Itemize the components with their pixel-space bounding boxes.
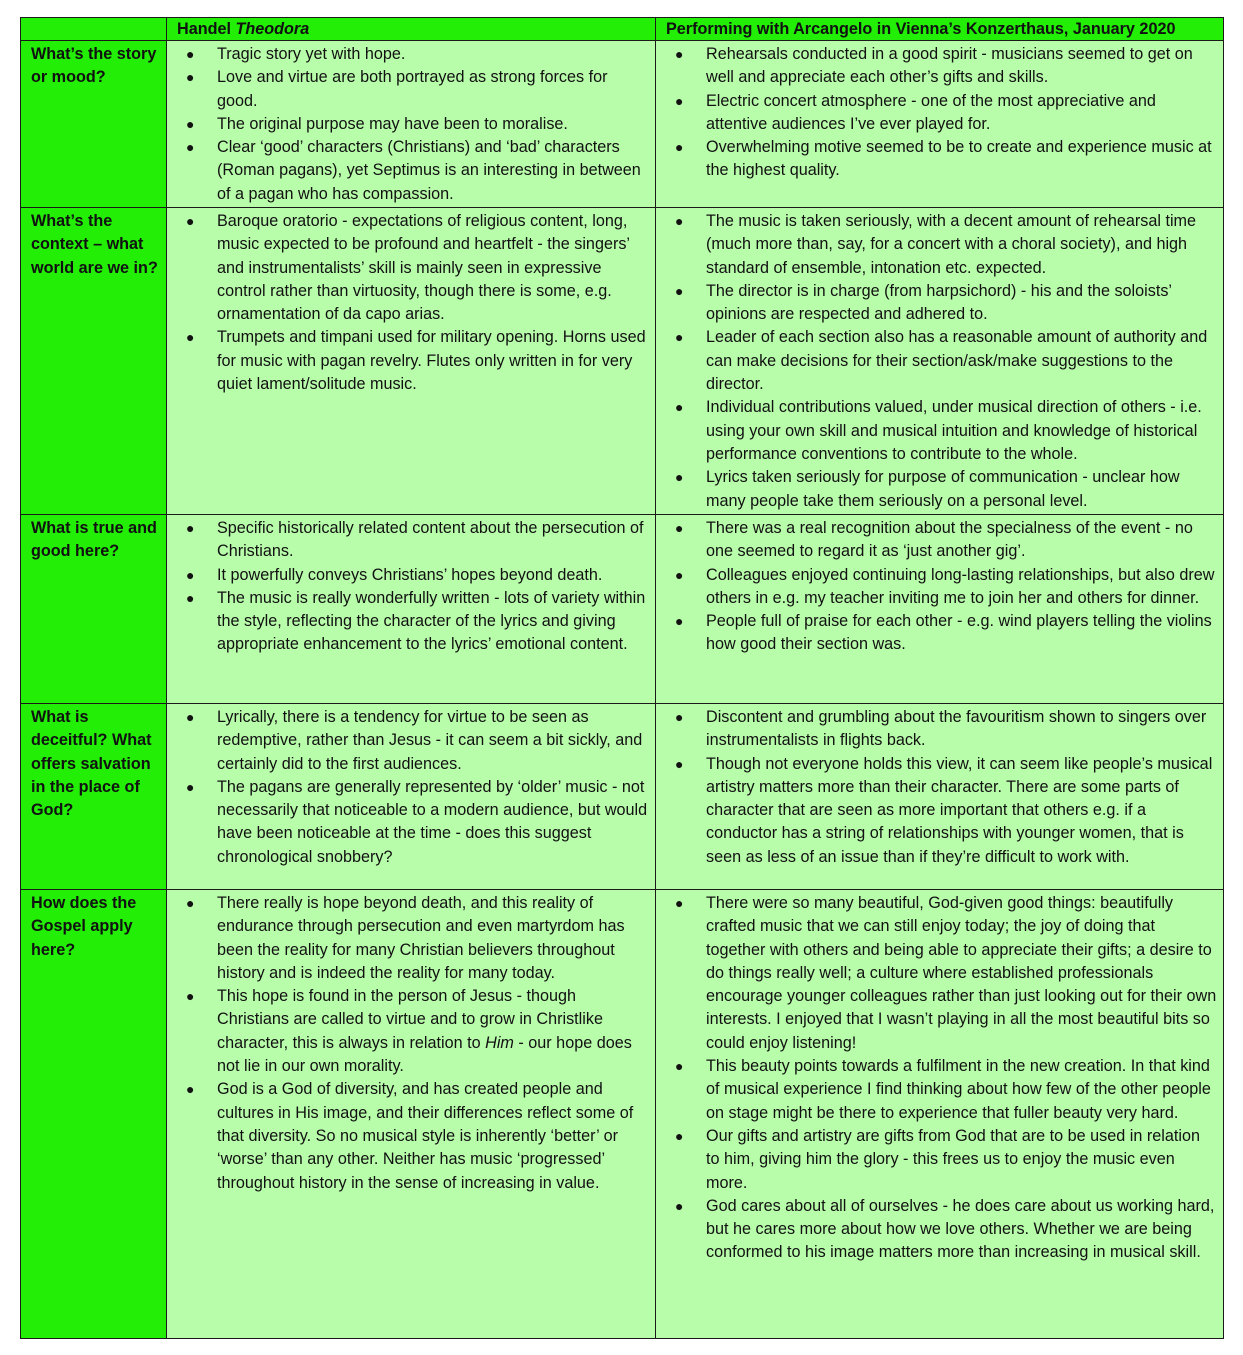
question-cell: What is deceitful? What offers salvation in the place of God? — [21, 704, 167, 890]
bullet-icon: ● — [675, 709, 684, 725]
bullet-icon: ● — [186, 115, 195, 132]
list-item — [656, 706, 1217, 753]
list-item-text: Lyrically, there is a tendency for virtue to be seen as redemptive, rather than Jesus - it can seem a bit sickly, and certainly did to the first audiences. — [217, 708, 643, 773]
arcangelo-cell — [656, 890, 1224, 1339]
list-item — [656, 1195, 1217, 1265]
bullet-list — [656, 706, 1217, 869]
bullet-list — [656, 892, 1217, 1265]
list-item — [656, 43, 1217, 90]
list-item-text: The pagans are generally represented by ‘older’ music - not necessarily that noticeable to a modern audience, but would have been noticeable at the time - does this suggest chronological snobbery? — [217, 777, 648, 866]
list-item-text: Baroque oratorio - expectations of religious content, long, music expected to be profound and heartfelt - the singers’ and instrumentalists’ skill is mainly seen in expressive control rather than virtuosity, though there is some, e.g. ornamentation of da capo arias. — [217, 212, 630, 324]
comparison-table — [20, 17, 1224, 1339]
bullet-list — [656, 210, 1217, 513]
question-cell: What’s the context – what world are we in? — [21, 208, 167, 515]
list-item-text: Trumpets and timpani used for military opening. Horns used for music with pagan revelry. Flutes only written in for very quiet lament/solitude music. — [217, 328, 646, 394]
bullet-icon: ● — [675, 139, 684, 156]
list-item — [167, 43, 649, 66]
list-item — [656, 136, 1217, 183]
list-item — [656, 280, 1217, 327]
bullet-icon: ● — [675, 469, 684, 486]
text-segment: - our hope does not lie in our own morality. — [217, 1033, 632, 1076]
emphasis-text: Him — [485, 1033, 514, 1052]
list-item — [167, 706, 649, 776]
list-item — [167, 136, 649, 206]
table-row-true-good — [21, 515, 1224, 704]
list-item-text: Love and virtue are both portrayed as strong forces for good. — [217, 68, 608, 110]
bullet-icon: ● — [675, 213, 684, 229]
bullet-icon: ● — [186, 589, 195, 606]
bullet-list — [167, 706, 649, 869]
question-cell: What is true and good here? — [21, 515, 167, 704]
list-item — [167, 210, 649, 326]
bullet-list — [656, 43, 1217, 183]
text-segment: This hope is found in the person of Jesus - though Christians are called to virtue and to grow in Christlike character, this is always in relation to — [217, 987, 603, 1052]
bullet-icon: ● — [186, 213, 195, 229]
list-item — [656, 210, 1217, 280]
list-item — [656, 564, 1217, 611]
list-item — [656, 610, 1217, 657]
bullet-icon: ● — [675, 520, 684, 536]
list-item-text: Colleagues enjoyed continuing long-lasting relationships, but also drew others in e.g. my teacher inviting me to join her and others for dinner. — [706, 565, 1215, 607]
list-item-text: The music is really wonderfully written - lots of variety within the style, reflecting the character of the lyrics and giving appropriate enhancement to the lyrics’ emotional content. — [217, 588, 646, 654]
list-item-text: There was a real recognition about the specialness of the event - no one seemed to regard it as ‘just another gig’. — [706, 519, 1193, 561]
theodora-cell — [167, 208, 656, 515]
bullet-icon: ● — [675, 1058, 684, 1075]
list-item — [656, 753, 1217, 869]
list-item — [656, 466, 1217, 513]
bullet-icon: ● — [675, 282, 684, 299]
bullet-icon: ● — [675, 895, 684, 911]
list-item-text: Rehearsals conducted in a good spirit - musicians seemed to get on well and appreciate each other’s gifts and skills. — [706, 45, 1193, 87]
list-item-text: Leader of each section also has a reasonable amount of authority and can make decisions for their section/ask/make suggestions to the director. — [706, 328, 1208, 394]
bullet-icon: ● — [186, 895, 195, 911]
list-item-text: This beauty points towards a fulfilment in the new creation. In that kind of musical experience I find thinking about how few of the other people on stage might be there to experience that fuller beauty very hard. — [706, 1057, 1211, 1122]
comparison-table-container — [20, 17, 1223, 1339]
bullet-icon: ● — [675, 92, 684, 109]
list-item-text: Discontent and grumbling about the favouritism shown to singers over instrumentalists in flights back. — [706, 708, 1207, 750]
bullet-icon: ● — [675, 566, 684, 583]
header-theodora-title: Theodora — [235, 20, 310, 38]
list-item-text: It powerfully conveys Christians’ hopes beyond death. — [217, 565, 603, 584]
list-item-text: There really is hope beyond death, and this reality of endurance through persecution and even martyrdom has been the reality for many Christian believers throughout history and is indeed the reality for many today. — [217, 894, 625, 982]
bullet-icon: ● — [186, 520, 195, 536]
bullet-icon: ● — [186, 778, 195, 795]
list-item-text: The music is taken seriously, with a decent amount of rehearsal time (much more than, say, for a concert with a choral society), and high standard of ensemble, intonation etc. expected. — [706, 212, 1197, 277]
bullet-icon: ● — [675, 46, 684, 62]
list-item — [167, 587, 649, 657]
bullet-icon: ● — [186, 69, 195, 86]
bullet-list — [656, 517, 1217, 657]
table-row-story — [21, 41, 1224, 208]
list-item-text: People full of praise for each other - e.g. wind players telling the violins how good their section was. — [706, 612, 1212, 654]
header-blank-cell — [21, 18, 167, 41]
list-item-text: The director is in charge (from harpsichord) - his and the soloists’ opinions are respected and adhered to. — [706, 281, 1172, 324]
list-item-text: Electric concert atmosphere - one of the most appreciative and attentive audiences I’ve ever played for. — [706, 91, 1156, 133]
bullet-list — [167, 517, 649, 657]
bullet-icon: ● — [186, 709, 195, 725]
list-item — [167, 326, 649, 396]
question-cell: What’s the story or mood? — [21, 41, 167, 208]
list-item — [656, 1055, 1217, 1125]
theodora-cell — [167, 890, 656, 1339]
list-item — [656, 326, 1217, 396]
bullet-icon: ● — [186, 1081, 195, 1098]
theodora-cell — [167, 515, 656, 704]
list-item-text: Lyrics taken seriously for purpose of communication - unclear how many people take them seriously on a personal level. — [706, 468, 1180, 510]
list-item — [167, 776, 649, 869]
bullet-icon: ● — [186, 329, 195, 346]
bullet-icon: ● — [675, 399, 684, 416]
list-item-text: Though not everyone holds this view, it can seem like people’s musical artistry matters more than their character. There are some parts of character that are seen as more important that others e.g. if a conductor has a string of relationships with younger women, that is seen as less of an issue than if they’re difficult to work with. — [706, 754, 1213, 866]
bullet-icon: ● — [675, 613, 684, 630]
table-row-deceitful — [21, 704, 1224, 890]
arcangelo-cell — [656, 704, 1224, 890]
bullet-icon: ● — [675, 1197, 684, 1214]
bullet-list — [167, 210, 649, 396]
list-item-text: Individual contributions valued, under musical direction of others - i.e. using your own skill and musical intuition and knowledge of historical performance conventions to contribute to the whole. — [706, 398, 1202, 463]
list-item-text: Overwhelming motive seemed to be to create and experience music at the highest quality. — [706, 138, 1212, 180]
list-item — [167, 892, 649, 985]
list-item — [167, 113, 649, 136]
bullet-icon: ● — [675, 1127, 684, 1144]
theodora-cell — [167, 41, 656, 208]
header-row — [21, 18, 1224, 41]
list-item — [167, 1078, 649, 1194]
table-row-gospel — [21, 890, 1224, 1339]
list-item-text — [217, 987, 632, 1075]
bullet-icon: ● — [186, 139, 195, 156]
list-item-text: God cares about all of ourselves - he does care about us working hard, but he cares more about how we love others. Whether we are being conformed to his image matters more than increasing in musical skill. — [706, 1196, 1215, 1262]
list-item-text: Tragic story yet with hope. — [217, 45, 406, 63]
header-theodora-prefix: Handel — [177, 20, 236, 38]
arcangelo-cell — [656, 515, 1224, 704]
theodora-cell — [167, 704, 656, 890]
list-item — [656, 1125, 1217, 1195]
bullet-icon: ● — [186, 46, 195, 62]
list-item-text: Clear ‘good’ characters (Christians) and ‘bad’ characters (Roman pagans), yet Septimus is an interesting in between of a pagan who has compassion. — [217, 138, 641, 203]
list-item — [656, 892, 1217, 1055]
header-theodora — [167, 18, 656, 41]
list-item — [167, 985, 649, 1078]
list-item — [656, 396, 1217, 466]
bullet-list — [167, 892, 649, 1195]
table-row-context — [21, 208, 1224, 515]
arcangelo-cell — [656, 41, 1224, 208]
list-item — [167, 517, 649, 564]
question-cell: How does the Gospel apply here? — [21, 890, 167, 1339]
bullet-icon: ● — [186, 988, 195, 1005]
bullet-icon: ● — [675, 329, 684, 346]
header-arcangelo: Performing with Arcangelo in Vienna’s Konzerthaus, January 2020 — [656, 18, 1224, 41]
arcangelo-cell — [656, 208, 1224, 515]
bullet-list — [167, 43, 649, 206]
list-item-text: There were so many beautiful, God-given good things: beautifully crafted music that we can still enjoy today; the joy of doing that together with others and being able to appreciate their gifts; a desire to do things really well; a culture where established professionals encourage younger colleagues rather than just looking out for their own interests. I enjoyed that I wasn’t playing in all the most beautiful bits so could enjoy listening! — [706, 894, 1217, 1052]
bullet-icon: ● — [186, 566, 195, 583]
list-item-text: Our gifts and artistry are gifts from God that are to be used in relation to him, giving him the glory - this frees us to enjoy the music even more. — [706, 1126, 1200, 1192]
list-item-text: God is a God of diversity, and has created people and cultures in His image, and their differences reflect some of that diversity. So no musical style is inherently ‘better’ or ‘worse’ than any other. Neither has music ‘progressed’ throughout history in the sense of increasing in value. — [217, 1080, 634, 1192]
list-item — [656, 517, 1217, 564]
list-item — [656, 90, 1217, 137]
list-item — [167, 564, 649, 587]
bullet-icon: ● — [675, 755, 684, 772]
list-item — [167, 66, 649, 113]
list-item-text: The original purpose may have been to moralise. — [217, 114, 568, 133]
list-item-text: Specific historically related content about the persecution of Christians. — [217, 519, 644, 561]
